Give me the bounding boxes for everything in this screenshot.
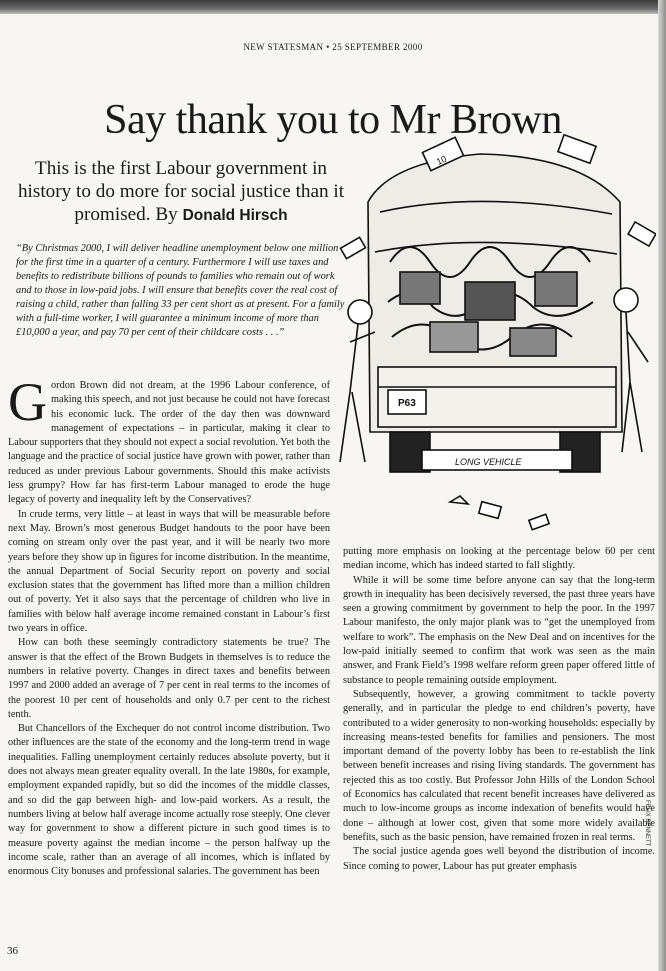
drop-cap: G bbox=[8, 372, 47, 432]
standfirst-text: This is the first Labour government in history to do more for social justice than it promised. By bbox=[17, 158, 345, 225]
running-header: NEW STATESMAN • 25 SEPTEMBER 2000 bbox=[243, 42, 423, 52]
pull-quote: “By Christmas 2000, I will deliver headline unemployment below one million for the first time in a quarter of a century. Furthermore I will use taxes and benefits to redistribute billions of pounds to families who remain out of work and to those in low-paid jobs. I will ensure that benefits cover the real cost of raising a child, rather than falling 33 per cent short as at present. For a family with a full-time worker, I will guarantee a minimum income of more than £10,000 a year, and pay 70 per cent of their childcare costs . . .” bbox=[16, 243, 345, 338]
truck-illustration bbox=[330, 132, 656, 536]
long-vehicle-text: LONG VEHICLE bbox=[455, 457, 522, 467]
body-paragraph: While it will be some time before anyone can say that the long-term growth in inequality has been decisively reversed, the past three years have seen a growing commitment by government to help the poor. In the 1997 Labour manifesto, the only major plank was to “get the unemployed from welfare to work”. The emphasis on the New Deal and on incentives for the low-paid initially seemed to confirm that work was seen as the main answer, and Frank Field’s 1998 welfare reform green paper offered little of substance to people remaining outside employment. bbox=[343, 574, 655, 686]
illustration-credit: FELIX BENNETT bbox=[644, 800, 650, 847]
body-paragraph: Subsequently, however, a growing commitment to tackle poverty generally, and in particular the pledge to end children’s poverty, have contributed to a wider generosity to non-working households: especially by increasing means-tested benefits for families and pensioners. The most important demand of the poverty lobby has been to re-establish the link between benefit increases and rising living standards. The government has rejected this as too costly. But Professor John Hills of the London School of Economics has calculated that recent benefit increases have delivered as much to low-income groups as income indexation of benefits would have done – although at lower cost, given that some more widely available benefits, such as the basic pension, have remained frozen in real terms. bbox=[343, 688, 655, 843]
body-paragraph: The social justice agenda goes well beyond the distribution of income. Since coming to power, Labour has put greater emphasis bbox=[343, 846, 655, 872]
standfirst bbox=[16, 157, 346, 227]
headline: Say thank you to Mr Brown bbox=[104, 97, 562, 143]
scan-shadow-right bbox=[658, 0, 666, 971]
author-byline: Donald Hirsch bbox=[182, 207, 288, 224]
page-number: 36 bbox=[7, 945, 18, 957]
body-column-2 bbox=[343, 545, 655, 874]
scan-shadow-top bbox=[0, 0, 666, 14]
licence-plate-text: P63 bbox=[398, 398, 416, 409]
body-column-1 bbox=[8, 372, 331, 879]
body-paragraph bbox=[8, 372, 331, 508]
body-paragraph: But Chancellors of the Exchequer do not control income distribution. Two other influences are the state of the economy and the long-term trend in wage inequalities. Falling unemployment certainly reduces absolute poverty, but it does not always mean greater equality overall. In the late 1980s, for example, employment expanded rapidly, but so did the incomes of the middle classes, and so did the gap between high- and low-paid workers. As a result, the numbers living at below half average income actually rose steeply. One clever way for government to show a different picture in such good times is to measure poverty against the median income – the person halfway up the income scale, rather than an average of all incomes, which is inflated by enormous City bonuses and professional salaries. The government has been bbox=[8, 723, 330, 878]
banknote-text: 10 bbox=[434, 153, 449, 167]
body-paragraph: In crude terms, very little – at least in ways that will be measurable before next May. Brown’s most generous Budget handouts to the poor have been coming on stream only over the past year, and it will be nearly two more years before they show up in figures for income distribution. In the meantime, the annual Department of Social Security report on poverty and social exclusion states that the government has lifted more than a million children out of poverty. Yet it also says that the percentage of children who live in families with below half average income remained constant in Labour’s first two years in office. bbox=[8, 508, 330, 635]
body-paragraph: putting more emphasis on looking at the percentage below 60 per cent median income, which has indeed started to fall slightly. bbox=[343, 546, 655, 572]
body-paragraph-text: ordon Brown did not dream, at the 1996 Labour conference, of making this speech, and not just because he could not have forecast his economic luck. The order of the day then was downward management of expectations – in particular, making it clear to Labour supporters that they should not expect a social revolution. Yet both the language and the practice of social justice have grown with power, rather than reduced as under previous Labour governments. Should this make activists less grumpy? How far has first-term Labour managed to erode the huge legacy of poverty and inequality left by the Conservatives? bbox=[8, 380, 331, 506]
body-paragraph: How can both these seemingly contradictory statements be true? The answer is that the effect of the Brown Budgets in themselves is to reduce the numbers in relative poverty. Changes in direct taxes and benefits between 1997 and 2000 added an average of 7 per cent in real terms to the incomes of the poorest 10 per cent of households and only 0.7 per cent to the richest tenth. bbox=[8, 637, 330, 720]
